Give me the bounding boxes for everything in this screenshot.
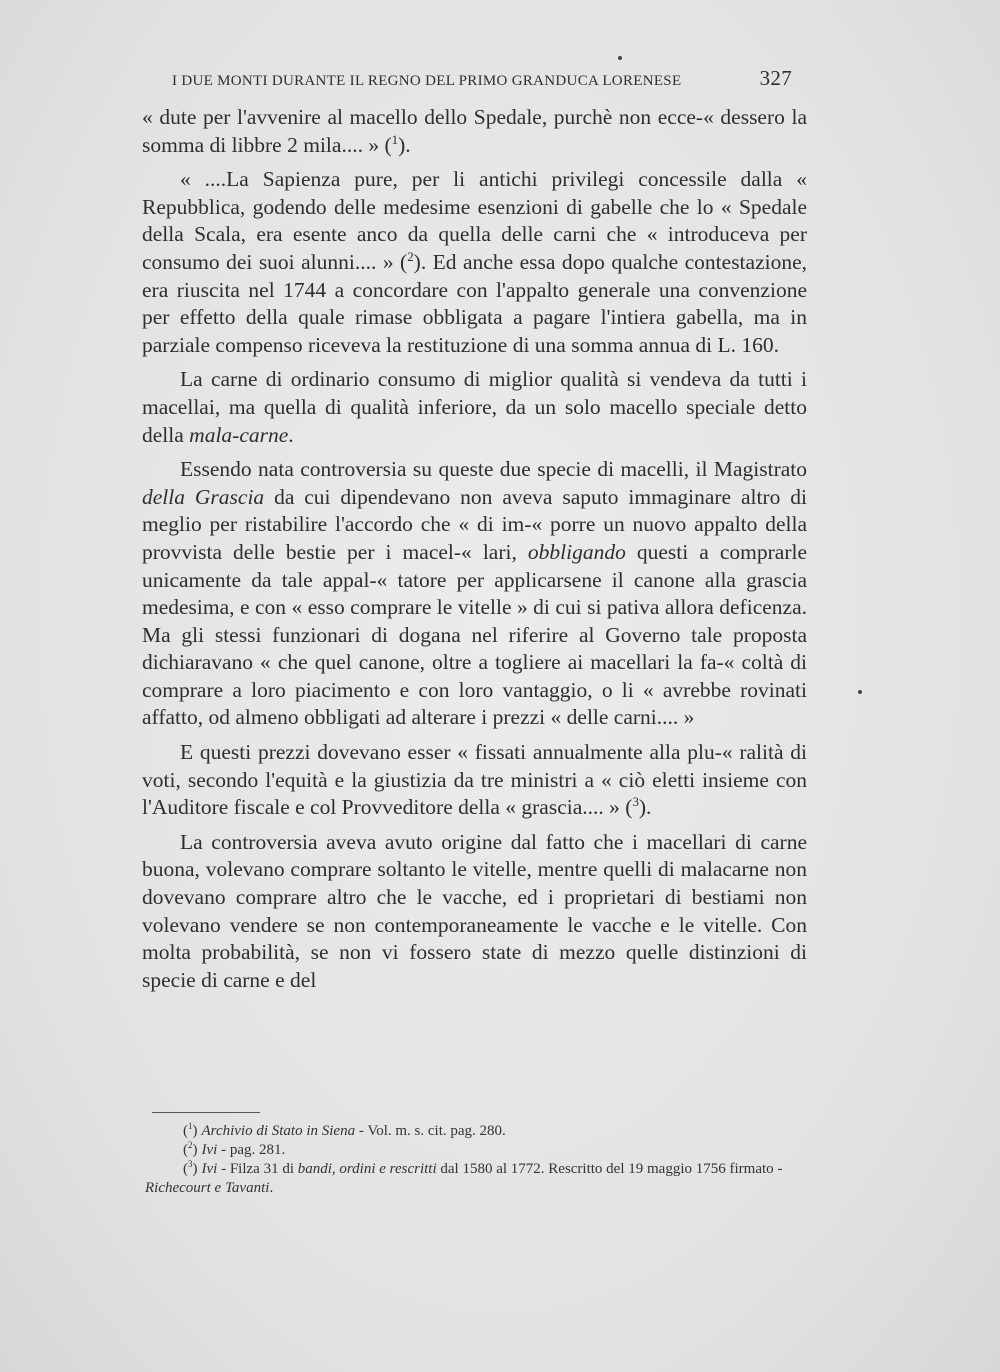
footnote-2: ($^2$) Ivi - pag. 281. — [183, 1140, 286, 1158]
footnote-1-source: Archivio di Stato in Siena — [201, 1123, 356, 1139]
footnote-divider — [152, 1112, 260, 1113]
paragraph-3-text-a: La carne di ordinario consumo di miglior qualità si vendeva da tutti i macellai, ma quella di qualità inferiore, da un solo macello speciale detto della — [142, 367, 807, 447]
footnote-ref-3: 3 — [632, 795, 639, 810]
footnote-3-italic-c: Richecourt e Tavanti — [145, 1180, 270, 1196]
paragraph-4-text-b: da cui dipendevano non aveva saputo immaginare altro di meglio per ristabilire l'accordo che « di im-« porre un nuovo appalto della provvista delle bestie per i macel-« lari, — [142, 484, 807, 564]
footnote-ref-1: 1 — [391, 132, 399, 147]
footnote-3-text-a: - Filza 31 di — [217, 1161, 298, 1177]
footnotes — [145, 1122, 815, 1198]
paragraph-1-text-b: ). — [398, 132, 411, 157]
footnote-1: ($^1$) Archivio di Stato in Siena - Vol. m. s. cit. pag. 280. — [183, 1121, 506, 1139]
page-number: 327 — [759, 66, 792, 90]
footnote-3-number: 3 — [188, 1159, 193, 1169]
paragraph-4-italic-b: obbligando — [527, 539, 626, 564]
paragraph-1-text-a: « dute per l'avvenire al macello dello Spedale, purchè non ecce-« dessero la somma di libbre 2 mila.... » ( — [142, 105, 807, 157]
footnote-3: ($^3$) Ivi - Filza 31 di bandi, ordini e rescritti dal 1580 al 1772. Rescritto del 19 maggio 1756 firmato - Richecourt e Tavanti. — [145, 1159, 783, 1196]
footnote-3-text-b: dal 1580 al 1772. Rescritto del 19 maggio 1756 firmato - — [436, 1161, 783, 1177]
paragraph-3-italic: mala-carne — [189, 422, 289, 447]
paragraph-4-italic-a: della Grascia — [142, 484, 265, 509]
paragraph-2 — [142, 166, 807, 359]
paragraph-4-text-a: Essendo nata controversia su queste due specie di macelli, il Magistrato — [180, 457, 807, 482]
paragraph-5-text-b: ). — [638, 795, 652, 820]
footnote-3-source: Ivi — [201, 1161, 218, 1177]
scan-speck — [858, 690, 862, 694]
scan-speck — [618, 56, 622, 60]
paragraph-6: La controversia aveva avuto origine dal fatto che i macellari di carne buona, volevano comprare soltanto le vitelle, mentre quelli di malacarne non dovevano comprare altro che le vacche, ed i proprietari di bestiami non volevano vendere se non contemporaneamente le vacche e le vitelle. Con molta probabilità, se non vi fossero state di mezzo quelle distinzioni di specie di carne e del — [142, 829, 807, 992]
footnote-3-text-c: . — [269, 1180, 274, 1196]
paragraph-3-text-b: . — [288, 422, 294, 447]
running-header — [172, 66, 792, 91]
paragraph-1 — [142, 104, 807, 159]
footnote-1-number: 1 — [188, 1121, 193, 1131]
paragraph-5 — [142, 739, 807, 822]
footnote-ref-2: 2 — [407, 249, 414, 264]
paragraph-4 — [142, 456, 807, 732]
paragraph-5-text-a: E questi prezzi dovevano esser « fissati annualmente alla plu-« ralità di voti, secondo l'equità e la giustizia da tre ministri a « ciò eletti insieme con l'Auditore fiscale e col Provveditore della « grascia.... » ( — [142, 740, 807, 820]
footnote-2-source: Ivi — [201, 1142, 218, 1158]
footnote-1-text: - Vol. m. s. cit. pag. 280. — [355, 1123, 506, 1139]
footnote-2-number: 2 — [188, 1140, 193, 1150]
footnote-3-italic-b: bandi, ordini e rescritti — [297, 1161, 437, 1177]
running-title: I DUE MONTI DURANTE IL REGNO DEL PRIMO GRANDUCA LORENESE — [172, 73, 682, 89]
footnote-2-text: - pag. 281. — [217, 1142, 286, 1158]
body-text — [142, 104, 807, 994]
paragraph-4-text-c: questi a comprarle unicamente da tale appal-« tatore per applicarsene il canone alla grascia medesima, e con « esso comprare le vitelle » di cui si pativa allora deficenza. Ma gli stessi funzionari di dogana nel riferire al Governo tale proposta dichiaravano « che quel canone, oltre a togliere ai macellari la fa-« coltà di comprare a loro piacimento e con loro vantaggio, o li « avrebbe rovinati affatto, od almeno obbligati ad alterare i prezzi « delle carni.... » — [142, 539, 807, 730]
paragraph-2-text-b: ). Ed anche essa dopo qualche contestazione, era riuscita nel 1744 a concordare con l'appalto generale una convenzione per effetto della quale rimase obbligata a pagare l'intiera gabella, ma in parziale compenso riceveva la restituzione di una somma annua di L. 160. — [142, 249, 808, 357]
paragraph-2-text-a: « ....La Sapienza pure, per li antichi privilegi concessile dalla « Repubblica, godendo delle medesime esenzioni di gabelle che lo « Spedale della Scala, era esente anco da quella delle carni che « introduceva per consumo dei suoi alunni.... » ( — [142, 167, 807, 274]
paragraph-3 — [142, 366, 807, 449]
